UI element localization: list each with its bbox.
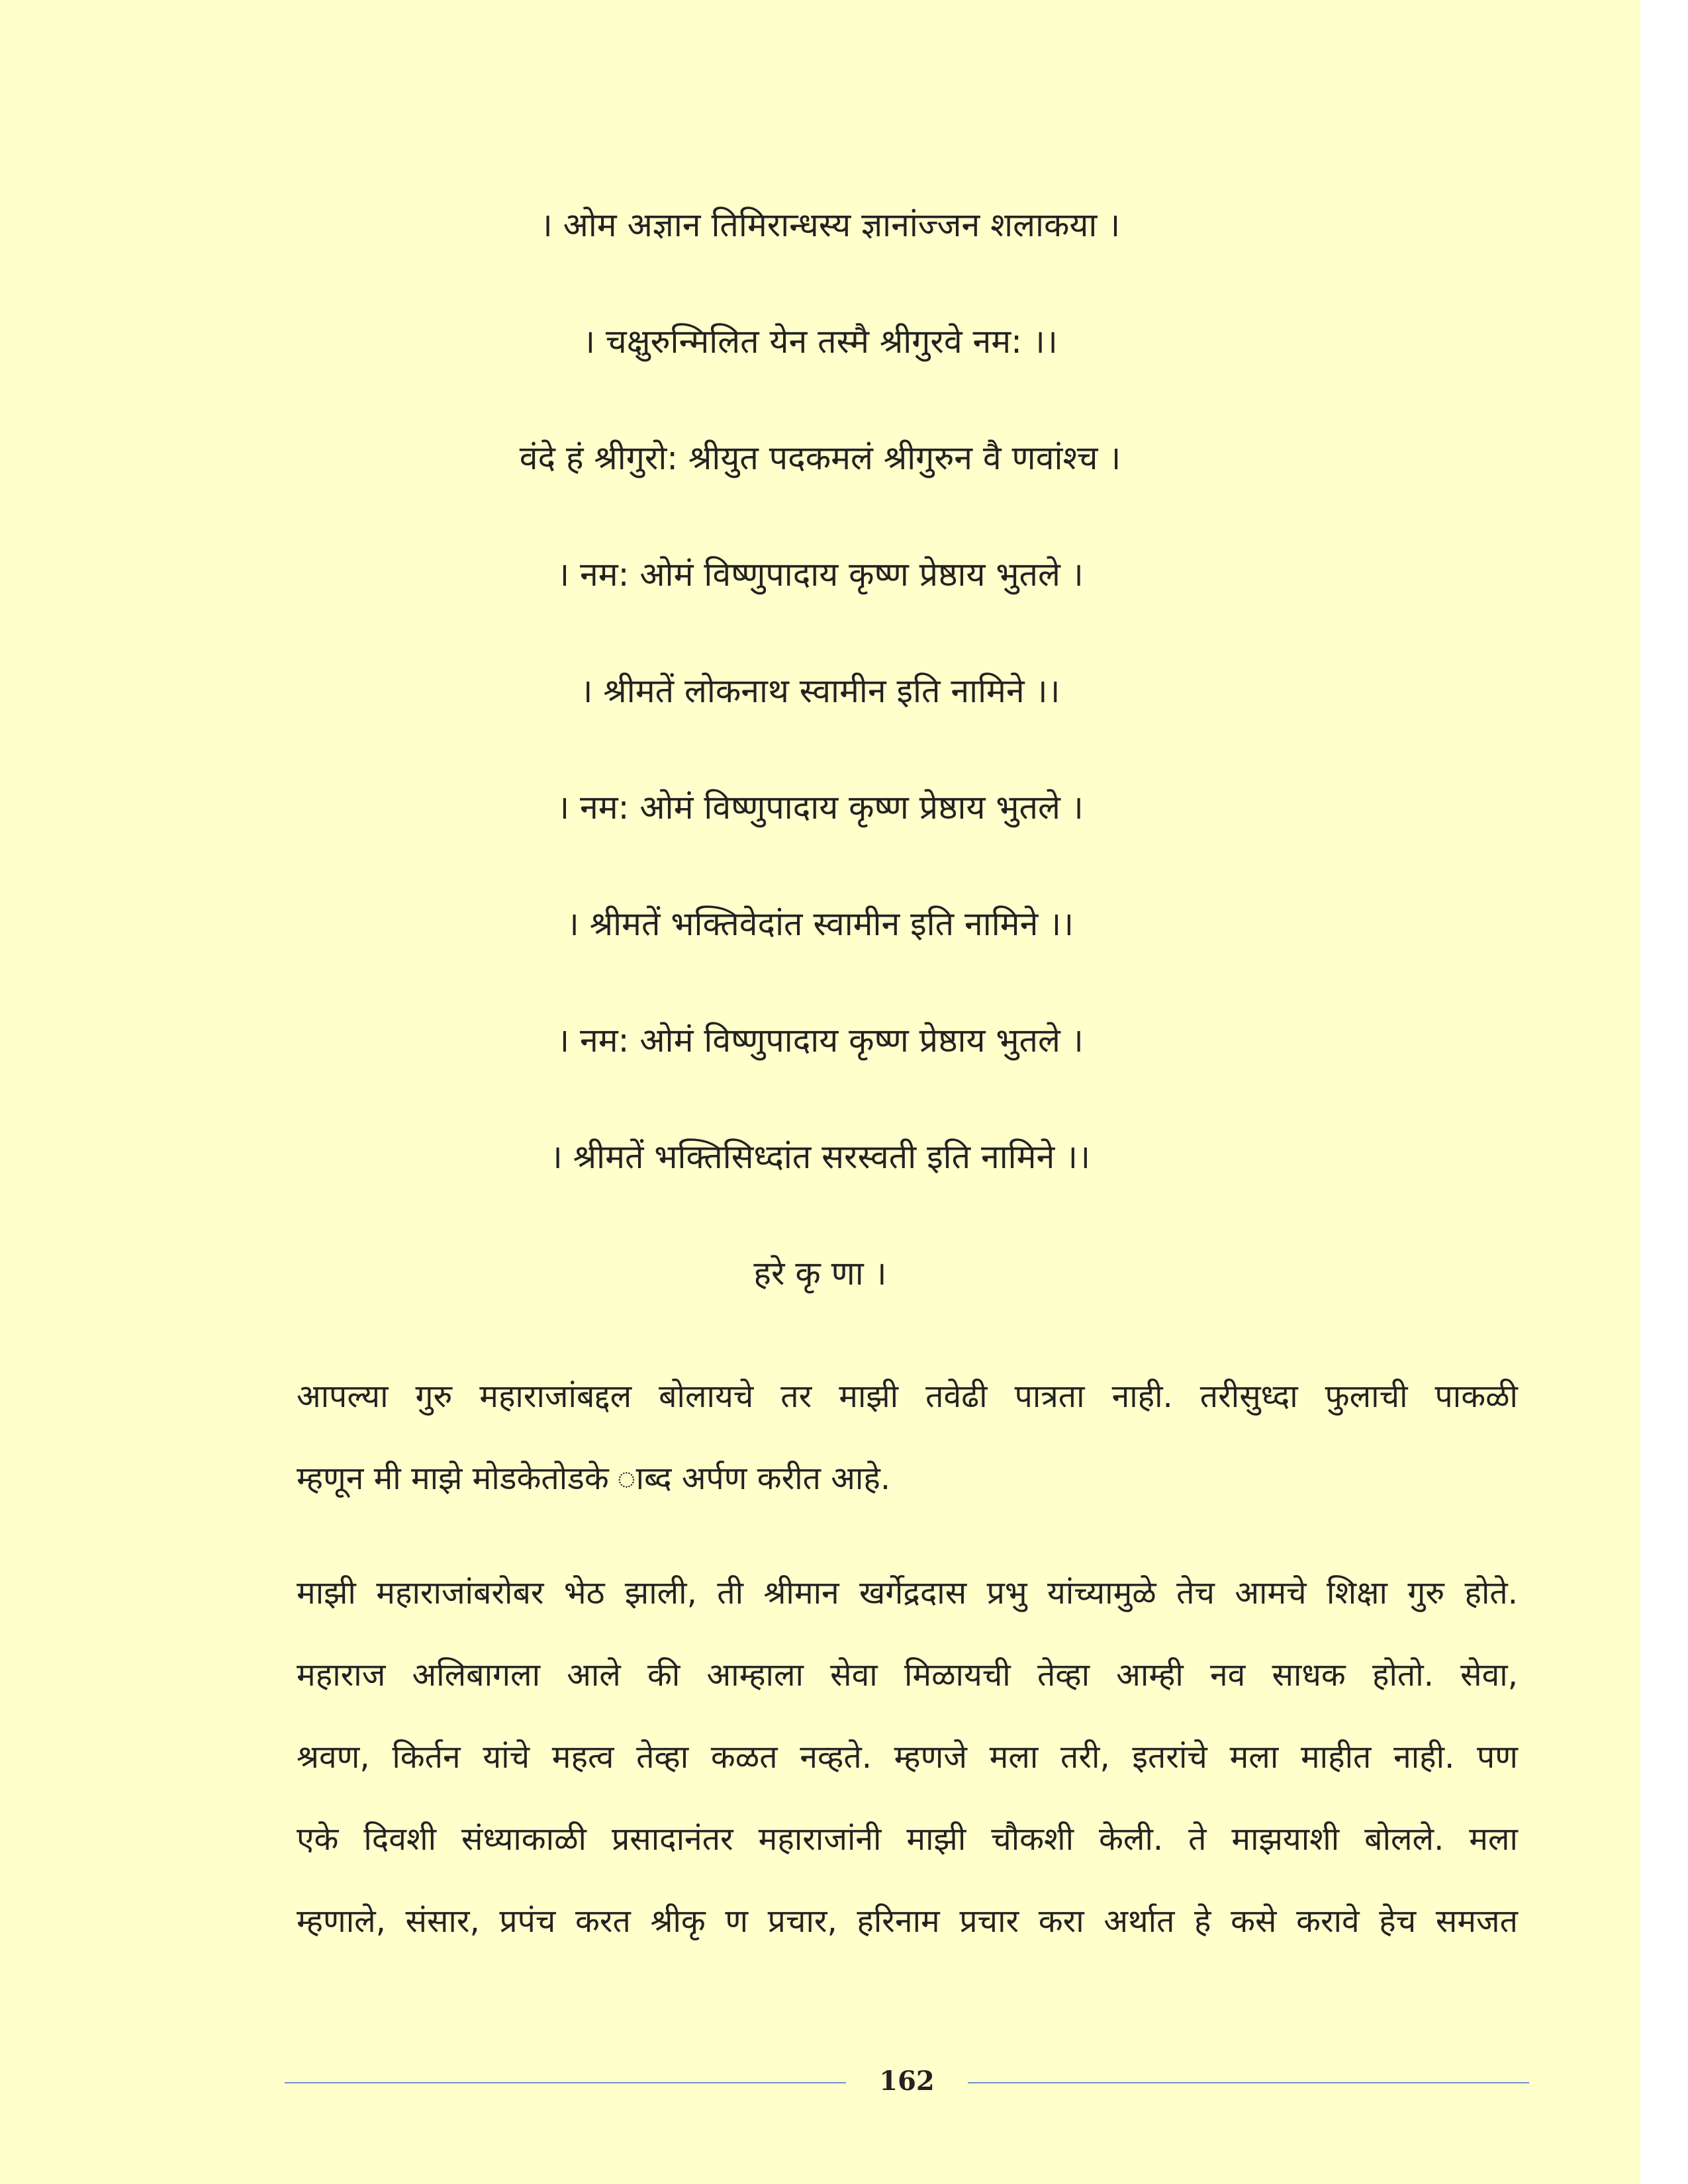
paragraph-2	[297, 1552, 1518, 1962]
footer-rule-left	[285, 2082, 846, 2083]
verse-line: । नम: ओमं विष्णुपादाय कृष्ण प्रेष्ठाय भुतले ।	[557, 788, 1084, 827]
page-footer	[285, 2062, 1529, 2101]
page-number: 162	[879, 2066, 935, 2097]
footer-rule-right	[968, 2082, 1529, 2083]
paragraph-1	[297, 1355, 1518, 1520]
paragraph-line: माझी महाराजांबरोबर भेठ झाली, ती श्रीमान खर्गेद्रदास प्रभु यांच्यामुळे तेच आमचे शिक्षा गुरु होते.	[297, 1574, 1518, 1612]
paragraph-line: महाराज अलिबागला आले की आम्हाला सेवा मिळायची तेव्हा आम्ही नव साधक होतो. सेवा,	[297, 1657, 1518, 1694]
verse-line: । नम: ओमं विष्णुपादाय कृष्ण प्रेष्ठाय भुतले ।	[557, 1021, 1084, 1060]
paragraph-line: एके दिवशी संध्याकाळी प्रसादानंतर महाराजांनी माझी चौकशी केली. ते माझयाशी बोलले. मला	[297, 1821, 1518, 1858]
paragraph-line: म्हणून मी माझे मोडकेतोडके ाब्द अर्पण करीत आहे.	[297, 1460, 891, 1497]
verse-line: । चक्षुरुन्मिलित येन तस्मै श्रीगुरवे नम: ।।	[583, 322, 1058, 361]
verse-line: । श्रीमतें भक्तिसिध्दांत सरस्वती इति नामिने ।।	[549, 1138, 1091, 1176]
paragraph-line: म्हणाले, संसार, प्रपंच करत श्रीकृ ण प्रचार, हरिनाम प्रचार करा अर्थात हे कसे करावे हेच समजत	[297, 1903, 1518, 1940]
verse-line: । नम: ओमं विष्णुपादाय कृष्ण प्रेष्ठाय भुतले ।	[557, 555, 1084, 594]
verse-line: । ओम अज्ञान तिमिरान्धस्य ज्ञानांज्जन शलाकया ।	[539, 206, 1121, 244]
paragraph-line: आपल्या गुरु महाराजांबद्दल बोलायचे तर माझी तवेढी पात्रता नाही. तरीसुध्दा फुलाची पाकळी	[297, 1378, 1518, 1415]
verse-line: वंदे हं श्रीगुरो: श्रीयुत पदकमलं श्रीगुरुन वै णवांश्च ।	[519, 439, 1121, 477]
verse-block	[0, 192, 1640, 1357]
verse-line-closing: हरे कृ णा ।	[753, 1254, 887, 1293]
paragraph-line: श्रवण, किर्तन यांचे महत्व तेव्हा कळत नव्हते. म्हणजे मला तरी, इतरांचे मला माहीत नाही. पण	[297, 1739, 1518, 1776]
verse-line: । श्रीमतें भक्तिवेदांत स्वामीन इति नामिने ।।	[566, 905, 1074, 943]
verse-line: । श्रीमतें लोकनाथ स्वामीन इति नामिने ।।	[580, 672, 1060, 710]
